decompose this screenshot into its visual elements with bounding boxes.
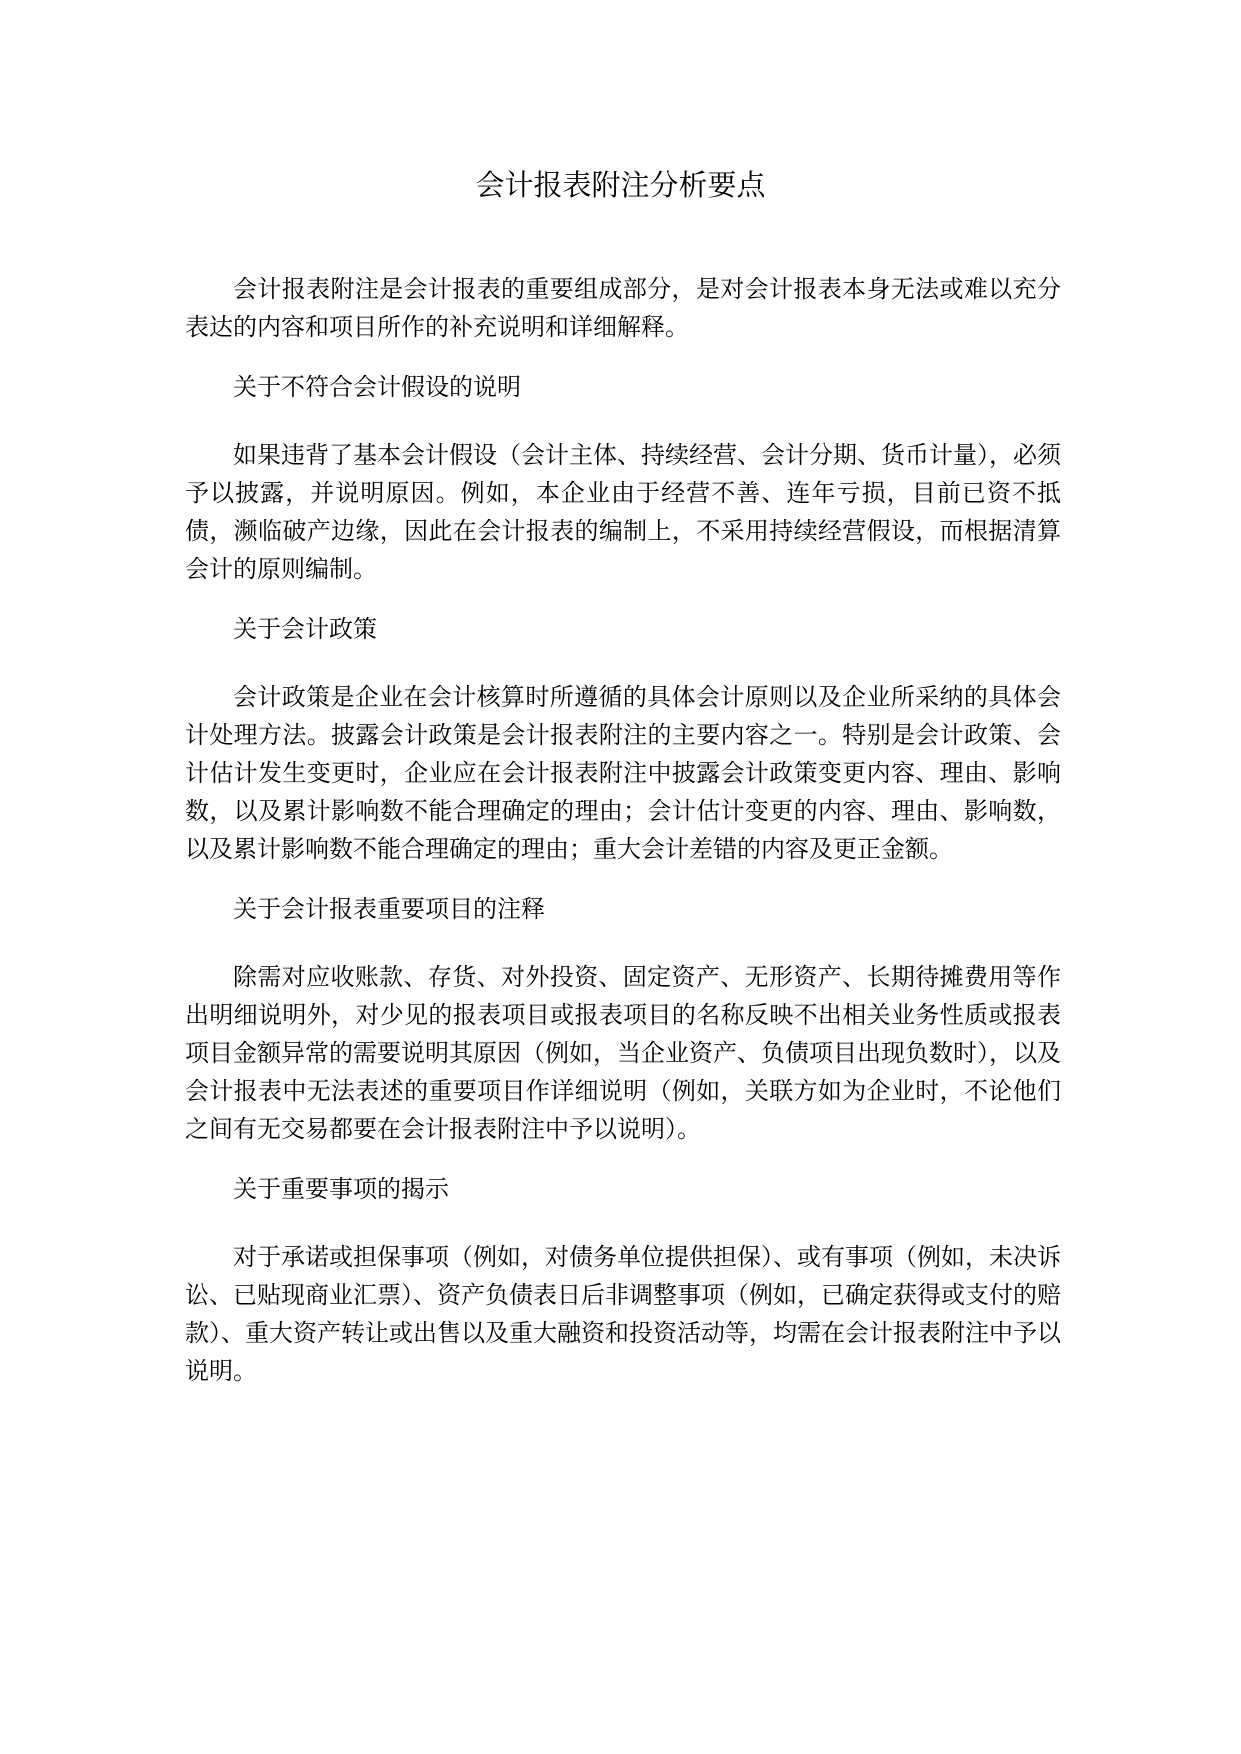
- section-heading-item-notes: 关于会计报表重要项目的注释: [233, 895, 545, 923]
- section-paragraph-item-notes: 除需对应收账款、存货、对外投资、固定资产、无形资产、长期待摊费用等作出明细说明外，对少见的报表项目或报表项目的名称反映不出相关业务性质或报表项目金额异常的需要说明其原因（例如，当企业资产、负债项目出现负数时），以及会计报表中无法表述的重要项目作详细说明（例如，关联方如为企业时，不论他们之间有无交易都要在会计报表附注中予以说明）。: [185, 963, 1061, 1143]
- section-heading-major-events: 关于重要事项的揭示: [233, 1175, 449, 1203]
- document-body: [185, 270, 1061, 1412]
- section-paragraph-policies: 会计政策是企业在会计核算时所遵循的具体会计原则以及企业所采纳的具体会计处理方法。披露会计政策是会计报表附注的主要内容之一。特别是会计政策、会计估计发生变更时，企业应在会计报表附注中披露会计政策变更内容、理由、影响数，以及累计影响数不能合理确定的理由；会计估计变更的内容、理由、影响数，以及累计影响数不能合理确定的理由；重大会计差错的内容及更正金额。: [185, 683, 1061, 863]
- section-heading-policies: 关于会计政策: [233, 615, 377, 643]
- section-paragraph-major-events: 对于承诺或担保事项（例如，对债务单位提供担保）、或有事项（例如，未决诉讼、已贴现商业汇票）、资产负债表日后非调整事项（例如，已确定获得或支付的赔款）、重大资产转让或出售以及重大融资和投资活动等，均需在会计报表附注中予以说明。: [185, 1243, 1061, 1385]
- intro-paragraph: 会计报表附注是会计报表的重要组成部分，是对会计报表本身无法或难以充分表达的内容和项目所作的补充说明和详细解释。: [185, 275, 1061, 341]
- section-paragraph-assumptions: 如果违背了基本会计假设（会计主体、持续经营、会计分期、货币计量），必须予以披露，并说明原因。例如，本企业由于经营不善、连年亏损，目前已资不抵债，濒临破产边缘，因此在会计报表的编制上，不采用持续经营假设，而根据清算会计的原则编制。: [185, 441, 1061, 583]
- document-title: 会计报表附注分析要点: [475, 168, 766, 202]
- section-heading-assumptions: 关于不符合会计假设的说明: [233, 373, 521, 401]
